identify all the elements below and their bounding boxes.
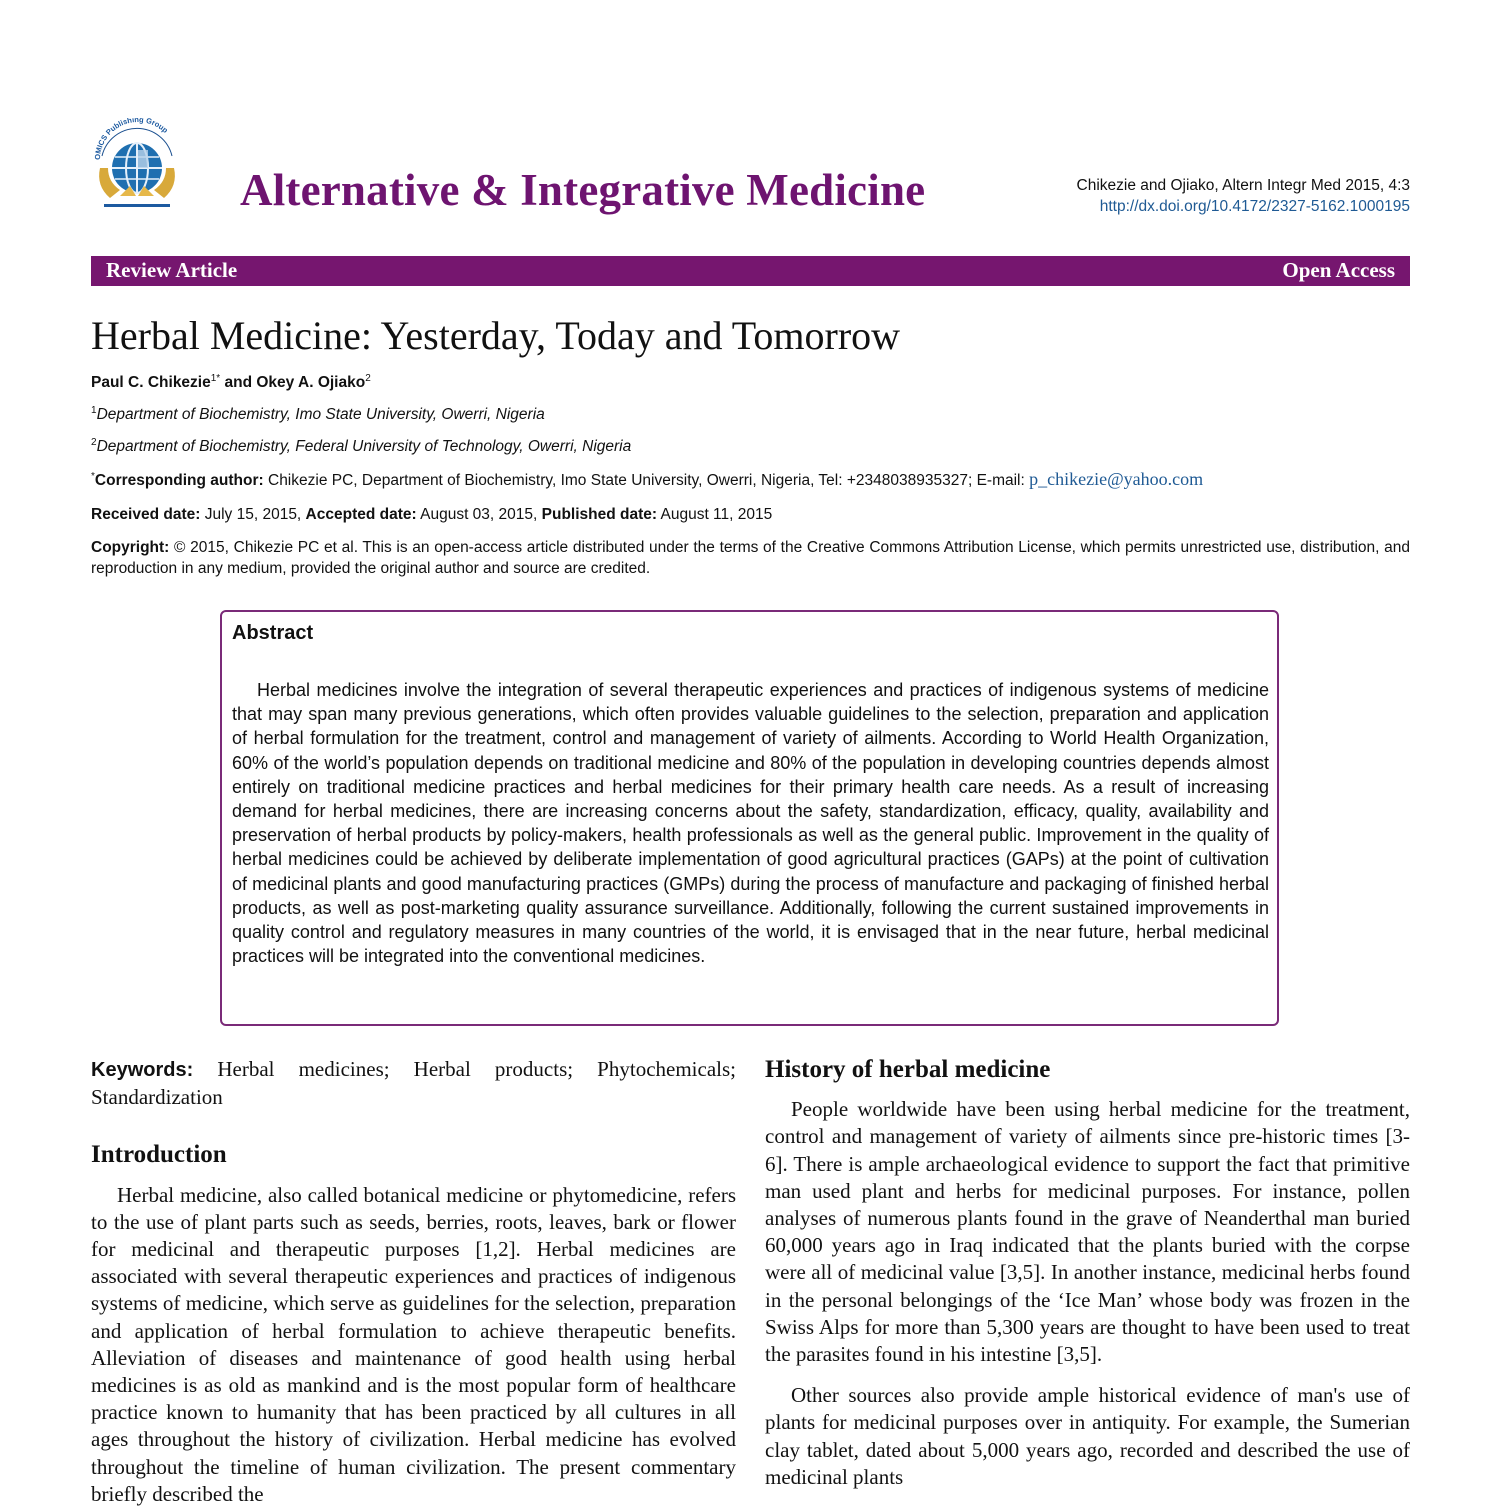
copyright-text: © 2015, Chikezie PC et al. This is an open-access article distributed under the terms of the Creative Commons Attribution License, which permits unrestricted use, distribution, and reproduction in any medium, provided the original author and source are credited. [91, 539, 1410, 577]
keywords-list: Herbal medicines; Herbal products; Phytochemicals; Standardization [91, 1057, 736, 1110]
affiliation-2 [91, 437, 631, 456]
author-1: Paul C. Chikezie [91, 374, 211, 392]
article-type-banner [91, 256, 1410, 286]
accepted-date: August 03, 2015, [416, 506, 542, 523]
accepted-label: Accepted date: [305, 506, 417, 523]
abstract-text: Herbal medicines involve the integration of several therapeutic experiences and practices of indigenous systems of medicine that may span many previous generations, which often provides valuable guidelines to the selection, preparation and application of herbal formulation for the treatment, control and management of variety of ailments. According to World Health Organization, 60% of the world’s population depends on traditional medicine and 80% of the population in developing countries depends almost entirely on traditional medicine practices and herbal medicines for their primary health care needs. As a result of increasing demand for herbal medicines, there are increasing concerns about the safety, standardization, efficacy, quality, availability and preservation of herbal products by policy-makers, health professionals as well as the general public. Improvement in the quality of herbal medicines could be achieved by deliberate implementation of good agricultural practices (GAPs) at the point of cultivation of medicinal plants and good manufacturing practices (GMPs) during the process of manufacture and packaging of finished herbal products, as well as post-marketing quality assurance surveillance. Additionally, following the current sustained improvements in quality control and regulatory measures in many countries of the world, it is envisaged that in the near future, herbal medicinal practices will be integrated into the conventional medicines. [232, 680, 1269, 967]
authors-line [91, 373, 371, 392]
keywords-label: Keywords: [91, 1059, 194, 1081]
affiliation-1-sup: 1 [91, 405, 97, 416]
corresponding-author [91, 469, 1203, 490]
corresponding-text: Chikezie PC, Department of Biochemistry, Imo State University, Owerri, Nigeria, Tel: +2348038935327; E-mail: [263, 472, 1030, 489]
received-label: Received date: [91, 506, 201, 523]
history-paragraph-2: Other sources also provide ample historical evidence of man's use of plants for medicinal purposes over in antiquity. For example, the Sumerian clay tablet, dated about 5,000 years ago, recorded and described the use of medicinal plants [765, 1383, 1410, 1489]
published-date: August 11, 2015 [657, 506, 773, 523]
globe-logo-icon [90, 118, 184, 212]
citation-text: Chikezie and Ojiako, Altern Integr Med 2015, 4:3 [1076, 177, 1410, 194]
svg-text:OMICS Publishing Group: OMICS Publishing Group [92, 118, 170, 161]
open-access-label: Open Access [1282, 258, 1395, 282]
abstract-heading: Abstract [232, 622, 314, 644]
email-link[interactable]: p_chikezie@yahoo.com [1029, 469, 1204, 489]
right-column [765, 1054, 1410, 1491]
article-title: Herbal Medicine: Yesterday, Today and Tomorrow [91, 313, 901, 358]
left-column [91, 1054, 736, 1508]
introduction-heading: Introduction [91, 1141, 227, 1169]
affiliation-1-text: Department of Biochemistry, Imo State University, Owerri, Nigeria [96, 406, 545, 424]
copyright-label: Copyright: [91, 539, 170, 556]
article-type-label: Review Article [106, 258, 238, 282]
article-dates [91, 506, 772, 524]
received-date: July 15, 2015, [200, 506, 306, 523]
introduction-paragraph: Herbal medicine, also called botanical medicine or phytomedicine, refers to the use of plant parts such as seeds, berries, roots, leaves, bark or flower for medicinal and therapeutic purposes [1,2]. Herbal medicines are associated with several therapeutic experiences and practices of indigenous systems of medicine, which serve as guidelines for the selection, preparation and application of herbal formulation to achieve therapeutic benefits. Alleviation of diseases and maintenance of good health using herbal medicines is as old as mankind and is the most popular form of healthcare practice known to humanity that has been practiced by all cultures in all ages throughout the history of civilization. Herbal medicine has evolved throughout the timeline of human civilization. The present commentary briefly described the [91, 1182, 736, 1506]
corresponding-label: Corresponding author: [94, 472, 264, 489]
author-2: Okey A. Ojiako [256, 374, 366, 392]
publisher-logo [90, 118, 184, 212]
affiliation-2-sup: 2 [91, 437, 97, 448]
abstract-box [220, 610, 1279, 1026]
journal-title: Alternative & Integrative Medicine [240, 165, 926, 215]
corresponding-sup: * [91, 470, 95, 482]
author-2-sup: 2 [365, 373, 371, 384]
history-heading: History of herbal medicine [765, 1056, 1051, 1083]
author-1-sup: 1* [210, 373, 221, 384]
keywords [91, 1056, 736, 1111]
citation-block [1077, 175, 1410, 217]
copyright-notice [91, 537, 1410, 579]
author-connector: and [220, 374, 257, 392]
history-paragraph-1: People worldwide have been using herbal medicine for the treatment, control and management of variety of ailments since pre-historic times [3-6]. There is ample archaeological evidence to support the fact that primitive man used plant and herbs for medicinal purposes. For instance, pollen analyses of numerous plants found in the grave of Neanderthal man buried 60,000 years ago in Iraq indicated that the plants buried with the corpse were all of medicinal value [3,5]. In another instance, medicinal herbs found in the personal belongings of the ‘Ice Man’ whose body was frozen in the Swiss Alps for more than 5,300 years are thought to have been used to treat the parasites found in his intestine [3,5]. [765, 1097, 1410, 1367]
published-label: Published date: [541, 506, 658, 523]
affiliation-1 [91, 405, 545, 424]
affiliation-2-text: Department of Biochemistry, Federal University of Technology, Owerri, Nigeria [96, 438, 632, 456]
doi-link[interactable]: http://dx.doi.org/10.4172/2327-5162.1000195 [1099, 198, 1410, 215]
